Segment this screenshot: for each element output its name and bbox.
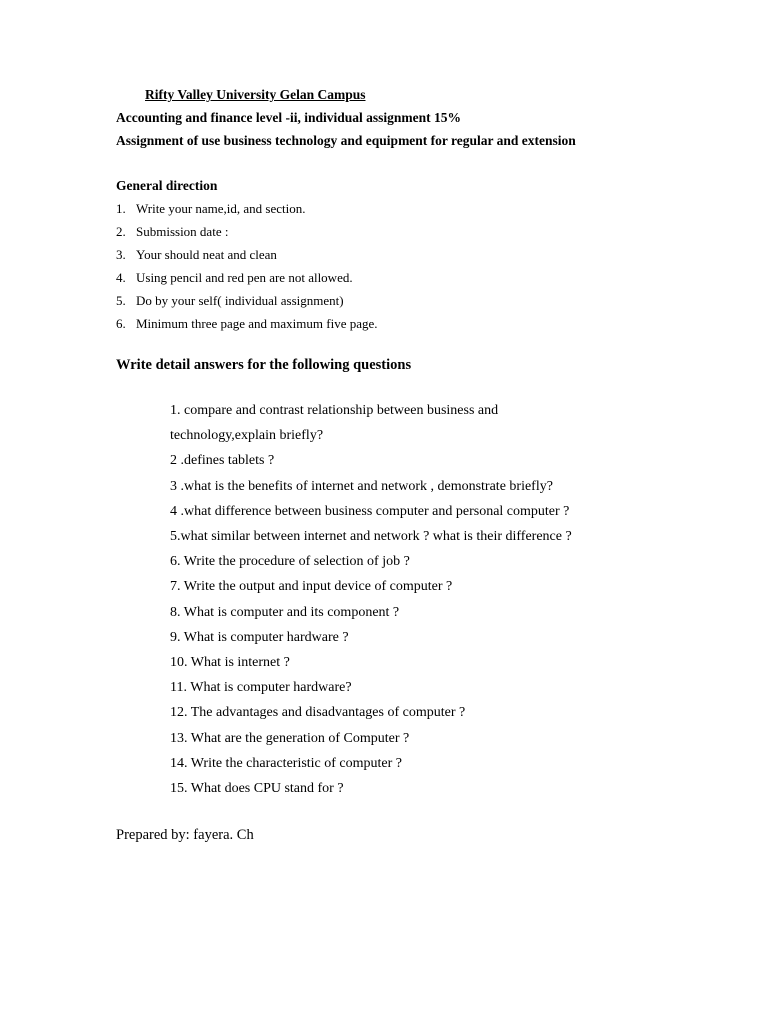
direction-text: Your should neat and clean [136, 247, 277, 262]
question-text: 1. compare and contrast relationship between business and [170, 403, 499, 418]
question-item: 12. The advantages and disadvantages of computer ? [170, 705, 466, 721]
direction-item [116, 316, 378, 339]
direction-number: 4. [116, 270, 126, 285]
question-item: 14. Write the characteristic of computer ? [170, 755, 403, 771]
direction-number: 5. [116, 293, 126, 308]
direction-item [116, 224, 378, 247]
question-item: 8. What is computer and its component ? [170, 604, 400, 620]
question-item: 6. Write the procedure of selection of job ? [170, 554, 410, 570]
question-item: 11. What is computer hardware? [170, 680, 352, 696]
direction-item [116, 201, 378, 224]
question-item: 5.what similar between internet and network ? what is their difference ? [170, 529, 572, 545]
question-item: 13. What are the generation of Computer ? [170, 730, 410, 746]
question-item: 10. What is internet ? [170, 655, 290, 671]
direction-number: 3. [116, 247, 126, 262]
general-direction-heading: General direction [116, 178, 218, 193]
direction-text: Write your name,id, and section. [136, 201, 306, 216]
question-item: 4 .what difference between business computer and personal computer ? [170, 503, 570, 519]
direction-text: Do by your self( individual assignment) [136, 293, 344, 308]
direction-number: 1. [116, 201, 126, 216]
direction-text: Minimum three page and maximum five page. [136, 316, 378, 331]
questions-list [170, 398, 572, 801]
direction-number: 6. [116, 316, 126, 331]
course-line: Accounting and finance level -ii, individual assignment 15% [116, 110, 462, 125]
direction-text: Submission date : [136, 224, 229, 239]
university-title: Rifty Valley University Gelan Campus [145, 87, 366, 102]
question-item: 15. What does CPU stand for ? [170, 781, 344, 797]
direction-item [116, 293, 378, 316]
question-text-continued: technology,explain briefly? [170, 428, 324, 444]
direction-item [116, 270, 378, 293]
prepared-by: Prepared by: fayera. Ch [116, 827, 254, 843]
general-direction-list [116, 201, 378, 339]
question-item: 9. What is computer hardware ? [170, 629, 349, 645]
direction-text: Using pencil and red pen are not allowed. [136, 270, 353, 285]
question-item: 2 .defines tablets ? [170, 453, 275, 469]
question-item: 7. Write the output and input device of computer ? [170, 579, 453, 595]
direction-item [116, 247, 378, 270]
question-item [170, 398, 572, 448]
direction-number: 2. [116, 224, 126, 239]
assignment-line: Assignment of use business technology and equipment for regular and extension [116, 133, 576, 148]
question-item: 3 .what is the benefits of internet and network , demonstrate briefly? [170, 478, 553, 494]
questions-heading: Write detail answers for the following questions [116, 357, 412, 373]
